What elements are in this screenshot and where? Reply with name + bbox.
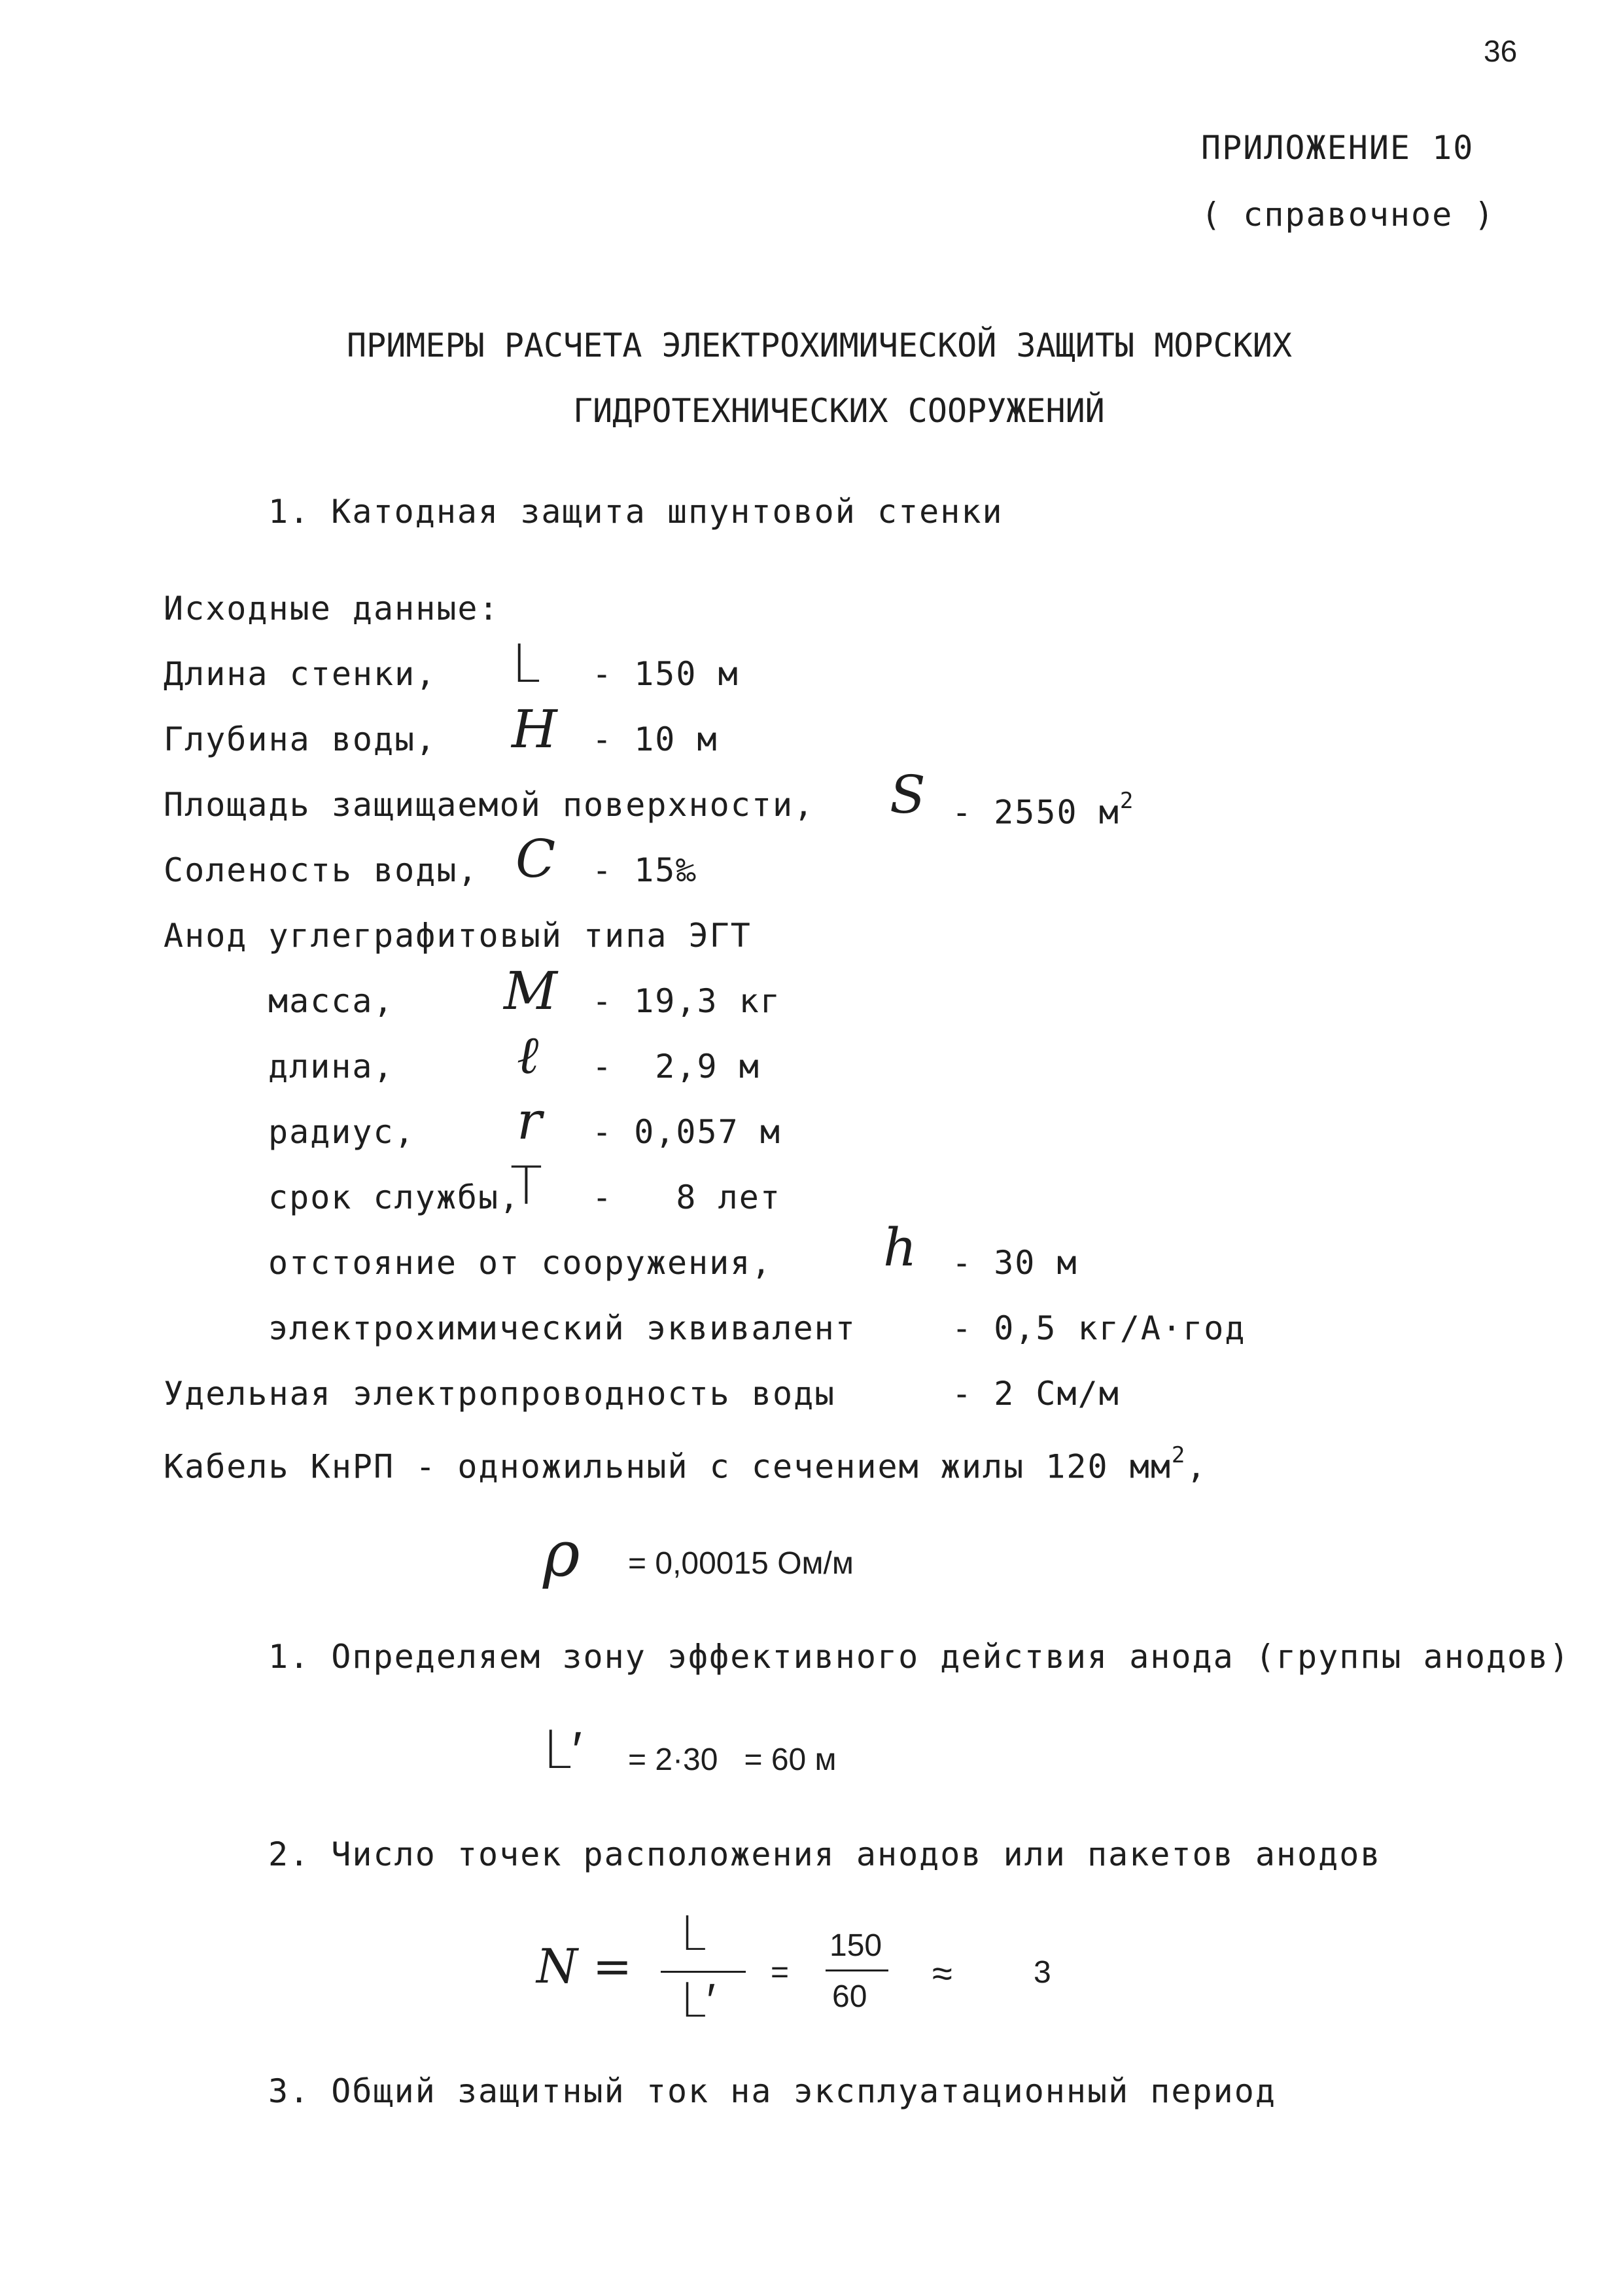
distance-value: - 30 м: [952, 1244, 1078, 1282]
mass-symbol: M: [504, 961, 557, 1021]
salinity-symbol: C: [515, 828, 556, 889]
wall-length-label: Длина стенки,: [164, 655, 437, 693]
distance-symbol: h: [883, 1217, 917, 1278]
cable-description: [164, 1439, 1208, 1487]
step-1-rhs: = 2·30 = 60 м: [628, 1742, 837, 1777]
area-value: [952, 785, 1134, 832]
equivalent-label: электрохимический эквивалент: [268, 1309, 856, 1347]
page-number: 36: [1484, 34, 1518, 68]
radius-value: - 0,057 м: [592, 1113, 781, 1151]
salinity-label: Соленость воды,: [164, 851, 479, 889]
appendix-title: ПРИЛОЖЕНИЕ 10: [1201, 129, 1475, 167]
step-2-text: 2. Число точек расположения анодов или пакетов анодов: [268, 1835, 1382, 1873]
water-depth-symbol: H: [512, 699, 557, 760]
equivalent-value: - 0,5 кг/А·год: [952, 1309, 1246, 1347]
area-unit-superscript: 2: [1119, 788, 1135, 814]
conductivity-value: - 2 См/м: [952, 1375, 1120, 1413]
distance-label: отстояние от сооружения,: [268, 1244, 773, 1282]
rho-symbol: ρ: [543, 1517, 580, 1591]
length-symbol: ℓ: [517, 1025, 539, 1086]
step-2-numerator-value: 150: [829, 1928, 882, 1963]
cable-superscript: 2: [1171, 1442, 1187, 1468]
wall-length-value: - 150 м: [592, 655, 739, 693]
heading-line-1: ПРИМЕРЫ РАСЧЕТА ЭЛЕКТРОХИМИЧЕСКОЙ ЗАЩИТЫ МОРСКИХ: [347, 327, 1292, 364]
service-life-symbol: T: [510, 1156, 542, 1216]
salinity-value: - 15‰: [592, 851, 697, 889]
step-2-numerator: L: [680, 1906, 707, 1961]
service-life-value: - 8 лет: [592, 1178, 781, 1216]
mass-label: масса,: [268, 982, 394, 1020]
anode-type: Анод углеграфитовый типа ЭГТ: [164, 917, 752, 955]
radius-label: радиус,: [268, 1113, 415, 1151]
water-depth-label: Глубина воды,: [164, 720, 437, 758]
water-depth-value: - 10 м: [592, 720, 718, 758]
step-2-equals: =: [771, 1955, 790, 1990]
step-1-text: 1. Определяем зону эффективного действия анода (группы анодов): [268, 1638, 1571, 1676]
cable-text: Кабель КнРП - одножильный с сечением жилы 120 мм: [164, 1447, 1172, 1486]
step-2-value-fraction-bar: [826, 1969, 888, 1971]
heading-line-2: ГИДРОТЕХНИЧЕСКИХ СООРУЖЕНИЙ: [573, 392, 1105, 430]
area-label: Площадь защищаемой поверхности,: [164, 786, 815, 824]
mass-value: - 19,3 кг: [592, 982, 781, 1020]
radius-symbol: r: [517, 1090, 542, 1151]
step-2-lhs: N =: [536, 1939, 633, 1994]
step-2-approx: ≈: [932, 1952, 952, 1994]
step-2-denominator: L′: [680, 1973, 716, 2028]
rho-value: = 0,00015 Ом/м: [628, 1546, 854, 1581]
step-2-result: 3: [1034, 1955, 1051, 1990]
wall-length-symbol: L: [512, 633, 541, 694]
step-2-denominator-value: 60: [832, 1979, 867, 2014]
initial-data-label: Исходные данные:: [164, 590, 500, 627]
area-symbol: S: [890, 764, 926, 825]
step-1-lhs: L′: [543, 1720, 582, 1780]
length-value: - 2,9 м: [592, 1048, 760, 1086]
length-label: длина,: [268, 1048, 394, 1086]
cable-tail: ,: [1186, 1447, 1208, 1486]
step-3-text: 3. Общий защитный ток на эксплуатационный период: [268, 2072, 1276, 2110]
area-value-text: - 2550 м: [952, 793, 1120, 832]
appendix-subtitle: ( справочное ): [1201, 196, 1495, 234]
conductivity-label: Удельная электропроводность воды: [164, 1375, 836, 1413]
section-title: 1. Катодная защита шпунтовой стенки: [268, 493, 1003, 531]
service-life-label: срок службы,: [268, 1178, 521, 1216]
